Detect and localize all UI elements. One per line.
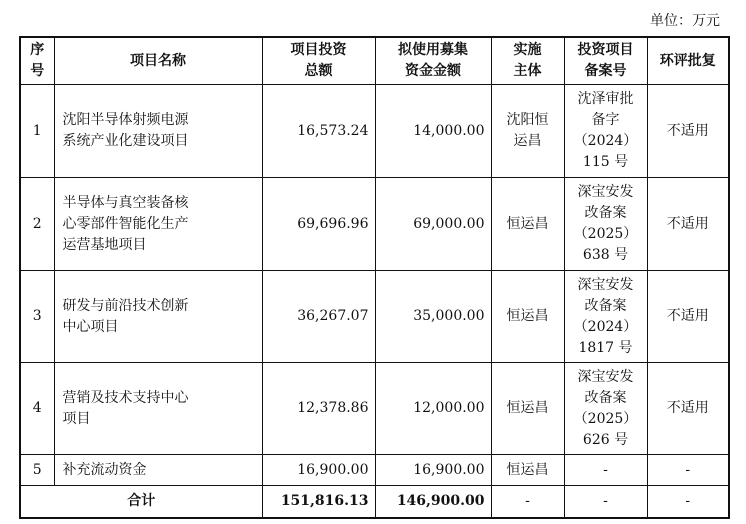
cell-entity: 沈阳恒 运昌 [491,85,564,178]
header-eia: 环评批复 [647,37,729,85]
total-entity: - [491,486,564,519]
table-header-row [20,37,729,85]
cell-eia: 不适用 [647,85,729,178]
header-record: 投资项目 备案号 [564,37,647,85]
cell-raise: 12,000.00 [375,363,491,455]
total-record: - [564,486,647,519]
cell-no: 5 [20,455,54,486]
cell-record: 深宝安发 改备案 （2025） 638 号 [564,178,647,271]
investment-projects-table [19,36,730,519]
cell-name: 研发与前沿技术创新 中心项目 [54,271,262,363]
header-raise: 拟使用募集 资金金额 [375,37,491,85]
unit-label: 单位：万元 [650,13,720,29]
cell-raise: 35,000.00 [375,271,491,363]
cell-entity: 恒运昌 [491,363,564,455]
table-row [20,85,729,178]
cell-name: 沈阳半导体射频电源 系统产业化建设项目 [54,85,262,178]
table-row [20,455,729,486]
cell-total: 16,900.00 [262,455,375,486]
total-eia: - [647,486,729,519]
cell-no: 2 [20,178,54,271]
cell-raise: 14,000.00 [375,85,491,178]
cell-entity: 恒运昌 [491,271,564,363]
table-row [20,178,729,271]
header-total: 项目投资 总额 [262,37,375,85]
total-total: 151,816.13 [262,486,375,519]
cell-name: 营销及技术支持中心 项目 [54,363,262,455]
cell-total: 16,573.24 [262,85,375,178]
cell-record: 深宝安发 改备案 （2025） 626 号 [564,363,647,455]
cell-total: 12,378.86 [262,363,375,455]
header-entity: 实施 主体 [491,37,564,85]
total-raise: 146,900.00 [375,486,491,519]
cell-eia: 不适用 [647,271,729,363]
cell-no: 1 [20,85,54,178]
cell-eia: 不适用 [647,178,729,271]
total-row [20,486,729,519]
cell-eia: 不适用 [647,363,729,455]
cell-raise: 69,000.00 [375,178,491,271]
table-row [20,363,729,455]
cell-name: 补充流动资金 [54,455,262,486]
cell-record: 深宝安发 改备案 （2024） 1817 号 [564,271,647,363]
cell-record: 沈泽审批 备字 （2024） 115 号 [564,85,647,178]
cell-no: 4 [20,363,54,455]
cell-record: - [564,455,647,486]
cell-total: 69,696.96 [262,178,375,271]
cell-eia: - [647,455,729,486]
table-row [20,271,729,363]
cell-no: 3 [20,271,54,363]
total-label: 合计 [20,486,262,519]
cell-raise: 16,900.00 [375,455,491,486]
cell-total: 36,267.07 [262,271,375,363]
cell-entity: 恒运昌 [491,455,564,486]
header-no: 序 号 [20,37,54,85]
cell-name: 半导体与真空装备核 心零部件智能化生产 运营基地项目 [54,178,262,271]
header-name: 项目名称 [54,37,262,85]
cell-entity: 恒运昌 [491,178,564,271]
